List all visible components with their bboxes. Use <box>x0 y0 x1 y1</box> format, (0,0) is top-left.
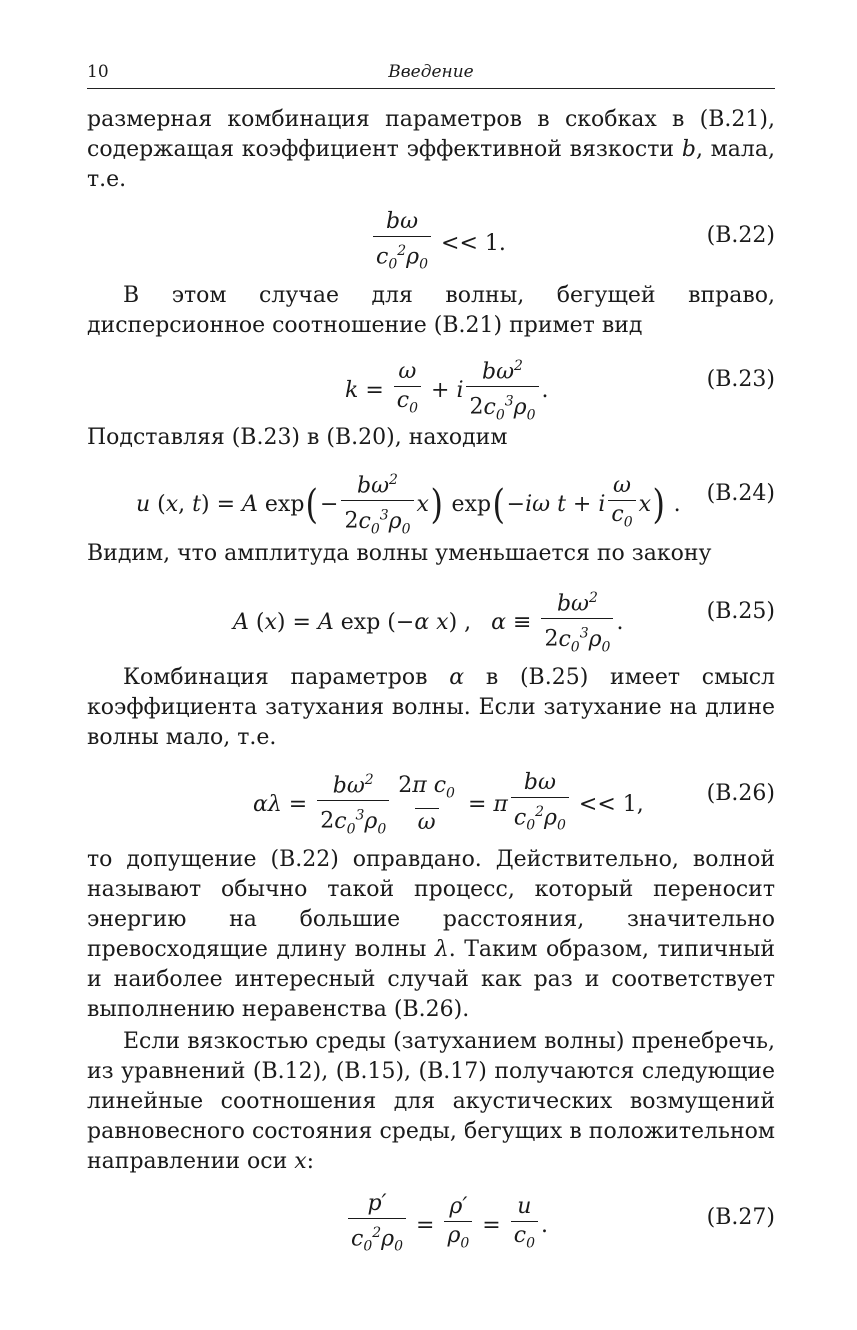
paragraph-6: то допущение (В.22) оправдано. Действительно, волной называют обычно такой процесс, который переносит энергию на большие расстояния, значительно превосходящие длину волны λ. Таким образом, типичный и наиболее интересный случай как раз и соответствует выполнению неравенства (В.26). <box>87 847 775 1022</box>
equation-b25 <box>87 569 775 663</box>
equation-b26 <box>87 753 775 845</box>
equation-b27-body: $\frac{p'}{c_0^2\rho_0}$ = $\frac{\rho'}{\rho_0}$ = $\frac{u}{c_0}$ . <box>345 1191 548 1260</box>
paragraph-4: Видим, что амплитуда волны уменьшается по закону <box>87 541 712 566</box>
page-number: 10 <box>87 62 109 82</box>
equation-b23-body: k = $\frac{\omega}{c_0}$ + i $\frac{b\omega^2}{2c_0^3\rho_0}$ . <box>345 353 549 428</box>
paragraph-7: Если вязкостью среды (затуханием волны) пренебречь, из уравнений (В.12), (В.15), (В.17) получаются следующие линейные соотношения для акустических возмущений равновесного состояния среды, бегущих в положительном направлении оси x: <box>87 1029 775 1174</box>
equation-b22 <box>87 195 775 281</box>
equation-b22-body: $\frac{b\omega}{c_0^2\rho_0}$ << 1. <box>370 209 506 278</box>
equation-b27 <box>87 1177 775 1269</box>
equation-b26-number: (В.26) <box>706 781 775 806</box>
equation-b22-number: (В.22) <box>706 223 775 248</box>
equation-b25-number: (В.25) <box>706 599 775 624</box>
paragraph-3: Подставляя (В.23) в (В.20), находим <box>87 425 508 450</box>
equation-b26-body: αλ = $\frac{b\omega^2}{2c_0^3\rho_0}$ $\frac{2\pi c_0}{\omega}$ = π $\frac{b\omega}{c_0^2\rho_0}$ << 1, <box>253 767 644 842</box>
paragraph-1: размерная комбинация параметров в скобках в (В.21), содержащая коэффициент эффективной вязкости b, мала, т.е. <box>87 107 775 192</box>
paragraph-5: Комбинация параметров α в (В.25) имеет смысл коэффициента затухания волны. Если затухание на длине волны мало, т.е. <box>87 665 776 750</box>
equation-b23 <box>87 341 775 423</box>
running-header <box>87 62 775 89</box>
equation-b24-body: u ( x , t ) = A exp ( − $\frac{b\omega^2}{2c_0^3\rho_0}$ x ) exp ( − iω t + i $\frac{\omega}{c_0}$ x ) . <box>136 467 681 542</box>
equation-b25-body: A ( x ) = A exp (− α x ) , α ≡ $\frac{b\omega^2}{2c_0^3\rho_0}$ . <box>233 585 623 660</box>
paragraph-2: В этом случае для волны, бегущей вправо, дисперсионное соотношение (В.21) примет вид <box>87 283 775 338</box>
equation-b27-number: (В.27) <box>706 1205 775 1230</box>
running-title: Введение <box>388 62 474 82</box>
equation-b24-number: (В.24) <box>706 481 775 506</box>
page <box>87 62 775 1269</box>
equation-b23-number: (В.23) <box>706 367 775 392</box>
equation-b24 <box>87 453 775 539</box>
